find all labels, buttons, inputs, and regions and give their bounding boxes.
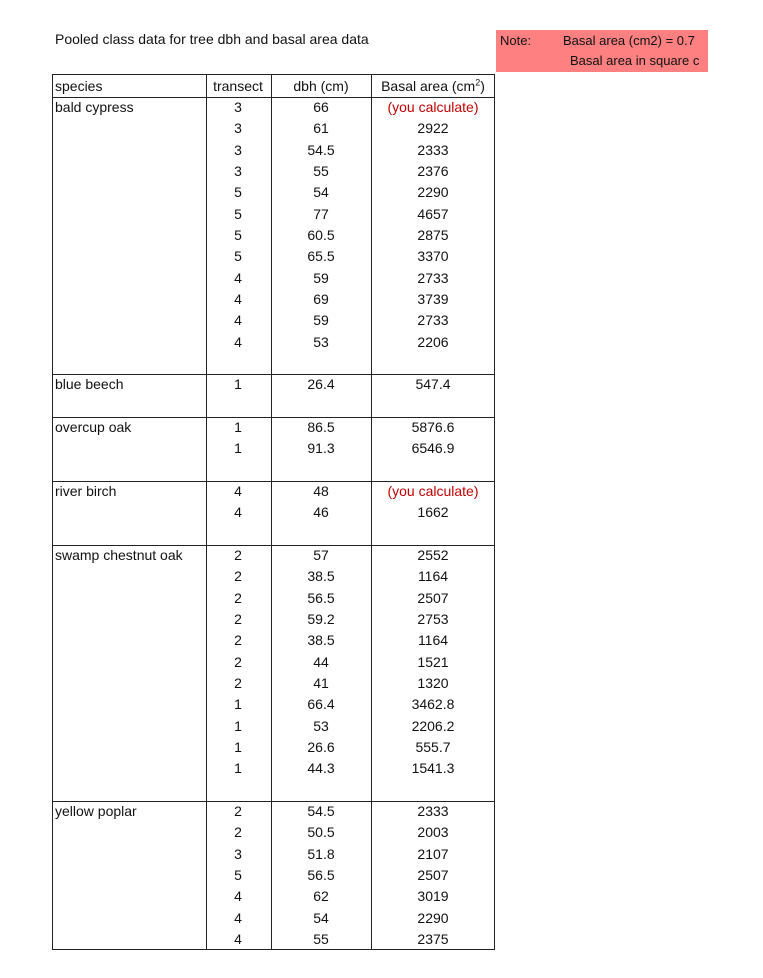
- basal-area-cell: 3462.8: [411, 696, 455, 713]
- transect-cell: 1: [234, 696, 242, 713]
- transect-cell: 4: [234, 504, 242, 521]
- basal-area-cell: 2753: [417, 610, 449, 627]
- dbh-cell: 91.3: [307, 440, 335, 457]
- dbh-cell: 46: [313, 504, 329, 521]
- dbh-cell: 77: [313, 205, 329, 222]
- transect-cell: 3: [234, 162, 242, 179]
- basal-area-cell: (you calculate): [387, 482, 479, 499]
- basal-area-cell: 2333: [417, 141, 449, 158]
- basal-area-cell: 5876.6: [411, 418, 455, 435]
- basal-area-cell: 2375: [417, 930, 449, 947]
- basal-area-cell: 1541.3: [411, 760, 455, 777]
- dbh-cell: 56.5: [307, 866, 335, 883]
- transect-cell: 4: [234, 269, 242, 286]
- dbh-cell: 53: [313, 333, 329, 350]
- basal-area-cell: 1521: [417, 653, 449, 670]
- basal-area-cell: 3019: [417, 888, 449, 905]
- transect-cell: 1: [234, 376, 242, 393]
- basal-area-cell: 2107: [417, 845, 449, 862]
- basal-area-cell: 2733: [417, 269, 449, 286]
- transect-cell: 3: [234, 141, 242, 158]
- transect-cell: 4: [234, 290, 242, 307]
- sheet-title: Pooled class data for tree dbh and basal area data: [55, 31, 369, 47]
- dbh-cell: 65.5: [307, 248, 335, 265]
- species-name: blue beech: [55, 376, 124, 393]
- dbh-cell: 59: [313, 269, 329, 286]
- transect-cell: 3: [234, 845, 242, 862]
- header-basal-prefix: Basal area (cm: [381, 78, 476, 94]
- dbh-cell: 54.5: [307, 802, 335, 819]
- basal-area-cell: 1164: [417, 632, 449, 649]
- header-dbh: dbh (cm): [293, 78, 349, 94]
- basal-area-cell: 4657: [417, 205, 449, 222]
- transect-cell: 1: [234, 738, 242, 755]
- basal-area-cell: 2290: [417, 909, 449, 926]
- note-line-2: Basal area in square c: [570, 53, 700, 68]
- basal-area-cell: 2376: [417, 162, 449, 179]
- dbh-cell: 54: [313, 909, 329, 926]
- transect-cell: 5: [234, 205, 242, 222]
- dbh-cell: 59: [313, 312, 329, 329]
- dbh-cell: 48: [313, 482, 329, 499]
- basal-area-cell: 1662: [417, 504, 449, 521]
- dbh-cell: 55: [313, 162, 329, 179]
- transect-cell: 1: [234, 717, 242, 734]
- transect-cell: 4: [234, 909, 242, 926]
- dbh-cell: 26.4: [307, 376, 335, 393]
- transect-cell: 3: [234, 99, 242, 115]
- dbh-cell: 61: [313, 120, 329, 137]
- dbh-cell: 69: [313, 290, 329, 307]
- dbh-cell: 44: [313, 653, 329, 670]
- basal-area-cell: 2507: [417, 589, 449, 606]
- dbh-cell: 57: [313, 546, 329, 563]
- transect-cell: 2: [234, 568, 242, 585]
- header-species: species: [55, 78, 103, 94]
- basal-area-cell: 2290: [417, 184, 449, 201]
- basal-area-cell: 1164: [417, 568, 449, 585]
- basal-area-cell: 2875: [417, 226, 449, 243]
- transect-cell: 4: [234, 333, 242, 350]
- transect-cell: 2: [234, 632, 242, 649]
- dbh-cell: 62: [313, 888, 329, 905]
- species-name: bald cypress: [55, 99, 134, 115]
- basal-area-cell: 3739: [417, 290, 449, 307]
- transect-cell: 2: [234, 610, 242, 627]
- species-name: yellow poplar: [55, 802, 137, 819]
- transect-cell: 1: [234, 418, 242, 435]
- transect-cell: 4: [234, 482, 242, 499]
- dbh-cell: 55: [313, 930, 329, 947]
- dbh-cell: 38.5: [307, 568, 335, 585]
- transect-cell: 5: [234, 226, 242, 243]
- basal-area-cell: 547.4: [415, 376, 451, 393]
- basal-area-cell: (you calculate): [387, 99, 479, 115]
- header-basal-suffix: ): [480, 78, 485, 94]
- dbh-cell: 59.2: [307, 610, 335, 627]
- basal-area-cell: 2206.2: [411, 717, 455, 734]
- dbh-cell: 38.5: [307, 632, 335, 649]
- basal-area-cell: 2733: [417, 312, 449, 329]
- transect-cell: 2: [234, 546, 242, 563]
- data-table: [52, 74, 495, 950]
- dbh-cell: 66: [313, 99, 329, 115]
- header-transect: transect: [213, 78, 263, 94]
- transect-cell: 2: [234, 589, 242, 606]
- basal-area-cell: 2922: [417, 120, 449, 137]
- basal-area-cell: 2206: [417, 333, 449, 350]
- dbh-cell: 44.3: [307, 760, 335, 777]
- basal-area-cell: 3370: [417, 248, 449, 265]
- transect-cell: 2: [234, 802, 242, 819]
- basal-area-cell: 1320: [417, 674, 449, 691]
- transect-cell: 4: [234, 930, 242, 947]
- transect-cell: 2: [234, 824, 242, 841]
- transect-cell: 1: [234, 760, 242, 777]
- note-box: [496, 30, 708, 72]
- species-name: river birch: [55, 482, 117, 499]
- basal-area-cell: 2552: [417, 546, 449, 563]
- note-line-1: Basal area (cm2) = 0.7: [563, 33, 695, 48]
- basal-area-cell: 2507: [417, 866, 449, 883]
- dbh-cell: 50.5: [307, 824, 335, 841]
- basal-area-cell: 6546.9: [411, 440, 455, 457]
- basal-area-cell: 555.7: [415, 738, 451, 755]
- dbh-cell: 60.5: [307, 226, 335, 243]
- basal-area-cell: 2003: [417, 824, 449, 841]
- transect-cell: 4: [234, 312, 242, 329]
- transect-cell: 3: [234, 120, 242, 137]
- transect-cell: 1: [234, 440, 242, 457]
- dbh-cell: 66.4: [307, 696, 335, 713]
- header-basal-area: [372, 76, 494, 97]
- transect-cell: 2: [234, 674, 242, 691]
- dbh-cell: 53: [313, 717, 329, 734]
- dbh-cell: 41: [313, 674, 329, 691]
- note-label: Note:: [500, 33, 532, 48]
- transect-cell: 5: [234, 184, 242, 201]
- transect-cell: 5: [234, 866, 242, 883]
- transect-cell: 5: [234, 248, 242, 265]
- basal-area-cell: 2333: [417, 802, 449, 819]
- dbh-cell: 86.5: [307, 418, 335, 435]
- dbh-cell: 54: [313, 184, 329, 201]
- dbh-cell: 26.6: [307, 738, 335, 755]
- header-basal-superscript: 2: [475, 77, 481, 88]
- species-name: overcup oak: [55, 418, 132, 435]
- transect-cell: 2: [234, 653, 242, 670]
- transect-cell: 4: [234, 888, 242, 905]
- species-name: swamp chestnut oak: [55, 546, 183, 563]
- dbh-cell: 56.5: [307, 589, 335, 606]
- dbh-cell: 51.8: [307, 845, 335, 862]
- dbh-cell: 54.5: [307, 141, 335, 158]
